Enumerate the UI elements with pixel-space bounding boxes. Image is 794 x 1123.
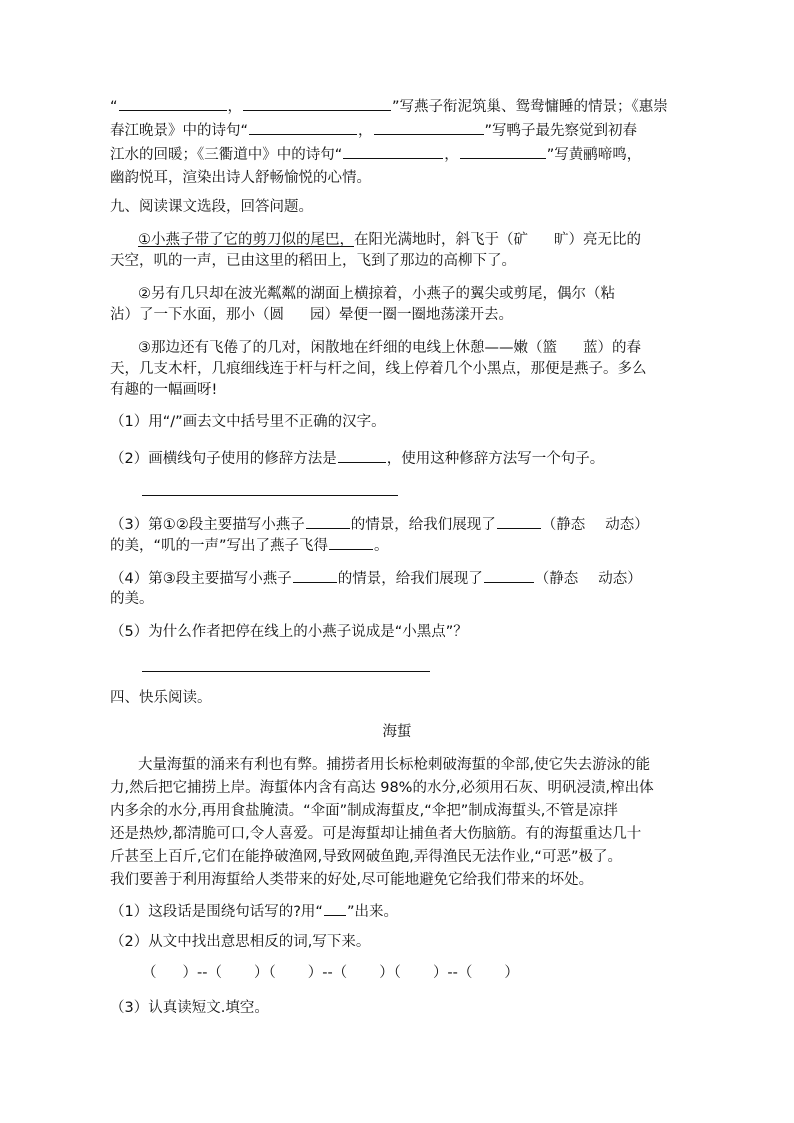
section-4-heading: 四、快乐阅读。 bbox=[110, 690, 212, 706]
passage-para-2-line-2 bbox=[110, 305, 513, 325]
text: ”写黄鹂啼鸣， bbox=[546, 147, 642, 163]
text: （3）第①②段主要描写小燕子 bbox=[110, 517, 305, 533]
section-9-heading: 九、阅读课文选段，回答问题。 bbox=[110, 199, 313, 215]
text: 旷）亮无比的 bbox=[554, 232, 641, 248]
text: （2）画横线句子使用的修辞方法是 bbox=[110, 451, 337, 467]
paren: ）--（ bbox=[182, 965, 222, 981]
article-line-3: 内多余的水分,再用食盐腌渍。“伞面”制成海蜇皮,“伞把”制成海蜇头,不管是凉拌 bbox=[110, 803, 618, 819]
article-question-1 bbox=[110, 901, 398, 922]
question-2 bbox=[110, 448, 604, 469]
blank[interactable] bbox=[484, 568, 534, 583]
text: 蓝）的春 bbox=[583, 340, 641, 356]
question-4-line-2: 的美。 bbox=[110, 591, 154, 607]
blank[interactable] bbox=[343, 144, 443, 159]
passage-para-3-line-3: 有趣的一幅画呀! bbox=[110, 382, 218, 398]
passage-para-2-line-1: ②另有几只却在波光粼粼的湖面上横掠着，小燕子的翼尖或剪尾，偶尔（粘 bbox=[138, 286, 615, 302]
text: ”写鸭子最先察觉到初春 bbox=[484, 123, 638, 139]
article-line-1: 大量海蜇的涌来有利也有弊。捕捞者用长标枪刺破海蜇的伞部,使它失去游泳的能 bbox=[138, 757, 651, 773]
question-3-line-2 bbox=[110, 535, 389, 556]
text: 园）晕便一圈一圈地荡漾开去。 bbox=[310, 307, 513, 323]
answer-line[interactable] bbox=[142, 495, 398, 496]
text: （1）这段话是围绕句话写的?用“ bbox=[110, 904, 323, 920]
text: 。 bbox=[374, 538, 389, 554]
paren: ）（ bbox=[379, 965, 401, 981]
blank[interactable] bbox=[293, 568, 337, 583]
poem-fill-line-4: 幽韵悦耳，渲染出诗人舒畅愉悦的心情。 bbox=[110, 170, 371, 186]
article-line-2: 力,然后把它捕捞上岸。海蜇体内含有高达 98%的水分,必须用石灰、明矾浸渍,榨出体 bbox=[110, 780, 654, 796]
blank[interactable] bbox=[119, 96, 227, 111]
blank[interactable] bbox=[249, 120, 357, 135]
article-question-2: （2）从文中找出意思相反的词,写下来。 bbox=[110, 934, 371, 950]
text: 春江晚景》中的诗句“ bbox=[110, 123, 249, 139]
underlined-sentence: ①小燕子带了它的剪刀似的尾巴， bbox=[138, 232, 354, 248]
article-title: 海蜇 bbox=[382, 724, 412, 740]
passage-para-3-line-1 bbox=[138, 338, 641, 358]
text: ”出来。 bbox=[346, 904, 398, 920]
question-3-line-1 bbox=[110, 514, 649, 535]
answer-line[interactable] bbox=[142, 671, 430, 672]
antonym-pairs bbox=[142, 963, 519, 983]
paren: ） bbox=[504, 965, 519, 981]
text: ， bbox=[444, 147, 459, 163]
text: （4）第③段主要描写小燕子 bbox=[110, 571, 292, 587]
passage-para-1-line-1 bbox=[138, 230, 641, 250]
text: ， bbox=[227, 99, 243, 115]
blank[interactable] bbox=[324, 901, 346, 916]
article-question-3: （3）认真读短文.填空。 bbox=[110, 1000, 269, 1016]
blank[interactable] bbox=[338, 448, 386, 463]
text: “ bbox=[110, 99, 118, 115]
text: 动态） bbox=[598, 571, 642, 587]
text: 的情景，给我们展现了 bbox=[337, 571, 483, 587]
poem-fill-line-1 bbox=[110, 96, 668, 117]
article-line-5: 斤甚至上百斤,它们在能挣破渔网,导致网破鱼跑,弄得渔民无法作业,“可恶”极了。 bbox=[110, 849, 622, 865]
text: ③那边还有飞倦了的几对，闲散地在纤细的电线上休憩——嫩（篮 bbox=[138, 340, 557, 356]
poem-fill-line-3 bbox=[110, 144, 641, 165]
text: ， bbox=[358, 123, 373, 139]
question-5: （5）为什么作者把停在线上的小燕子说成是“小黑点”？ bbox=[110, 624, 468, 640]
passage-para-1-line-2: 天空，叽的一声，已由这里的稻田上，飞到了那边的高柳下了。 bbox=[110, 253, 516, 269]
text: 在阳光满地时，斜飞于（矿 bbox=[354, 232, 528, 248]
paren: ）--（ bbox=[307, 965, 348, 981]
text: ”写燕子衔泥筑巢、鸳鸯慵睡的情景；《惠崇 bbox=[392, 99, 668, 115]
poem-fill-line-2 bbox=[110, 120, 637, 141]
paren: ）（ bbox=[253, 965, 276, 981]
question-1: （1）用“/”画去文中括号里不正确的汉字。 bbox=[110, 414, 386, 430]
article-line-6: 我们要善于利用海蜇给人类带来的好处,尽可能地避免它给我们带来的坏处。 bbox=[110, 872, 594, 888]
blank[interactable] bbox=[243, 96, 391, 111]
text: 的美，“叽的一声”写出了燕子飞得 bbox=[110, 538, 329, 554]
text: 沾）了一下水面，那小（圆 bbox=[110, 307, 284, 323]
blank[interactable] bbox=[306, 514, 350, 529]
paren: （ bbox=[142, 965, 157, 981]
blank[interactable] bbox=[374, 120, 484, 135]
passage-para-3-line-2: 天，几支木杆，几痕细线连于杆与杆之间，线上停着几个小黑点，那便是燕子。多么 bbox=[110, 361, 647, 377]
blank[interactable] bbox=[329, 535, 373, 550]
paren: ）--（ bbox=[432, 965, 473, 981]
question-4-line-1 bbox=[110, 568, 642, 589]
text: 江水的回暖；《三衢道中》中的诗句“ bbox=[110, 147, 343, 163]
text: ，使用这种修辞方法写一个句子。 bbox=[386, 451, 605, 467]
text: 动态） bbox=[605, 517, 649, 533]
text: 的情景，给我们展现了 bbox=[350, 517, 496, 533]
blank[interactable] bbox=[460, 144, 546, 159]
blank[interactable] bbox=[497, 514, 541, 529]
text: （静态 bbox=[534, 571, 579, 587]
text: （静态 bbox=[541, 517, 586, 533]
article-line-4: 还是热炒,都清脆可口,令人喜爱。可是海蜇却让捕鱼者大伤脑筋。有的海蜇重达几十 bbox=[110, 826, 642, 842]
